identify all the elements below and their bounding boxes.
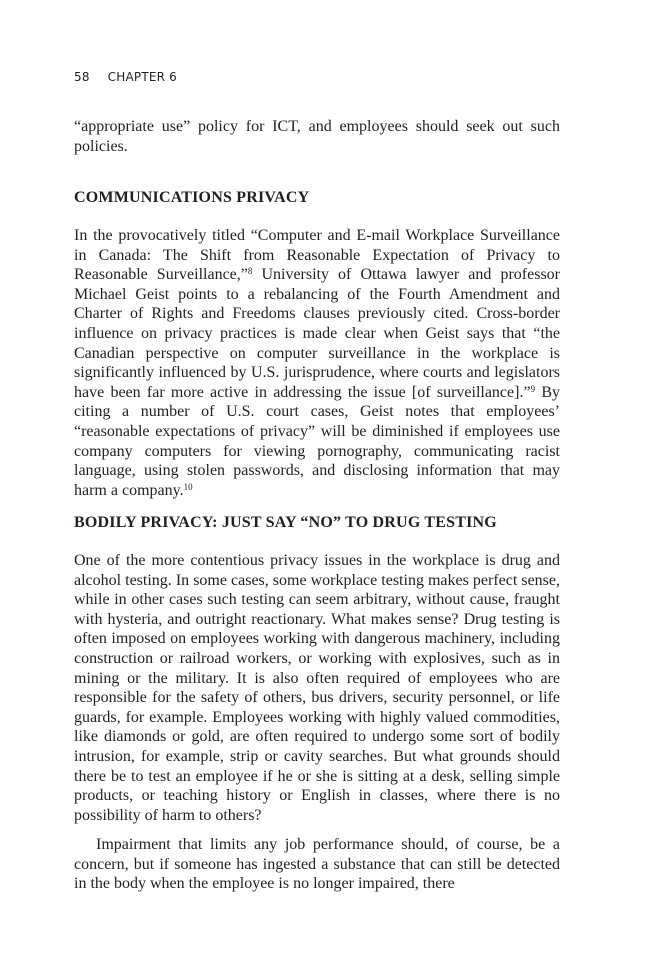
section-heading-bodily-privacy: BODILY PRIVACY: JUST SAY “NO” TO DRUG TESTING bbox=[74, 514, 497, 531]
bodily-privacy-paragraph: One of the more contentious privacy issues in the workplace is drug and alcohol testing. In some cases, some workplace testing makes perfect sense, while in other cases such testing can seem arbitrary, without cause, fraught with hysteria, and outright reactionary. What makes sense? Drug testing is often imposed on employees working with dangerous machinery, including construction or railroad workers, or working with explosives, such as in mining or the military. It is also often required of employees who are responsible for the safety of others, bus drivers, security personnel, or life guards, for example. Employees working with highly valued commodities, like diamonds or gold, are often required to undergo some sort of bodily intrusion, for example, strip or cavity searches. But what grounds should there be to test an employee if he or she is sitting at a desk, selling simple products, or teaching history or English in classes, where there is no possibility of harm to others? bbox=[74, 552, 560, 824]
running-head bbox=[74, 70, 177, 84]
page-number: 58 bbox=[74, 70, 90, 84]
chapter-label: CHAPTER 6 bbox=[107, 70, 178, 84]
impairment-paragraph: Impairment that limits any job performance should, of course, be a concern, but if someone has ingested a substance that can still be detected in the body when the employee is no longer impaired, there bbox=[74, 836, 560, 893]
footnote-ref-8: 8 bbox=[247, 266, 253, 277]
paragraph-text-part-3: By citing a number of U.S. court cases, Geist notes that employees’ “reasonable expectations of privacy” will be diminished if employees use company computers for viewing pornography, communicating racist language, using stolen passwords, and disclosing information that may harm a company. bbox=[74, 383, 561, 499]
continuation-paragraph: “appropriate use” policy for ICT, and employees should seek out such policies. bbox=[74, 118, 560, 155]
paragraph-text-part-2: University of Ottawa lawyer and professor Michael Geist points to a rebalancing of the Fourth Amendment and Charter of Rights and Freedoms clauses previously cited. Cross-border influence on privacy practices is made clear when Geist says that “the Canadian perspective on computer surveillance in the workplace is significantly influenced by U.S. jurisprudence, where courts and legislators have been far more active in addressing the issue [of surveillance].” bbox=[74, 266, 561, 401]
footnote-ref-9: 9 bbox=[530, 383, 536, 394]
paragraph-text-part-1: In the provocatively titled “Computer and E-mail Workplace Surveillance in Canada: The Shift from Reasonable Expectation of Privacy to Reasonable Surveillance,” bbox=[74, 227, 560, 284]
communications-privacy-paragraph bbox=[74, 226, 560, 500]
section-heading-communications-privacy: COMMUNICATIONS PRIVACY bbox=[74, 189, 310, 206]
footnote-ref-10: 10 bbox=[183, 481, 193, 492]
